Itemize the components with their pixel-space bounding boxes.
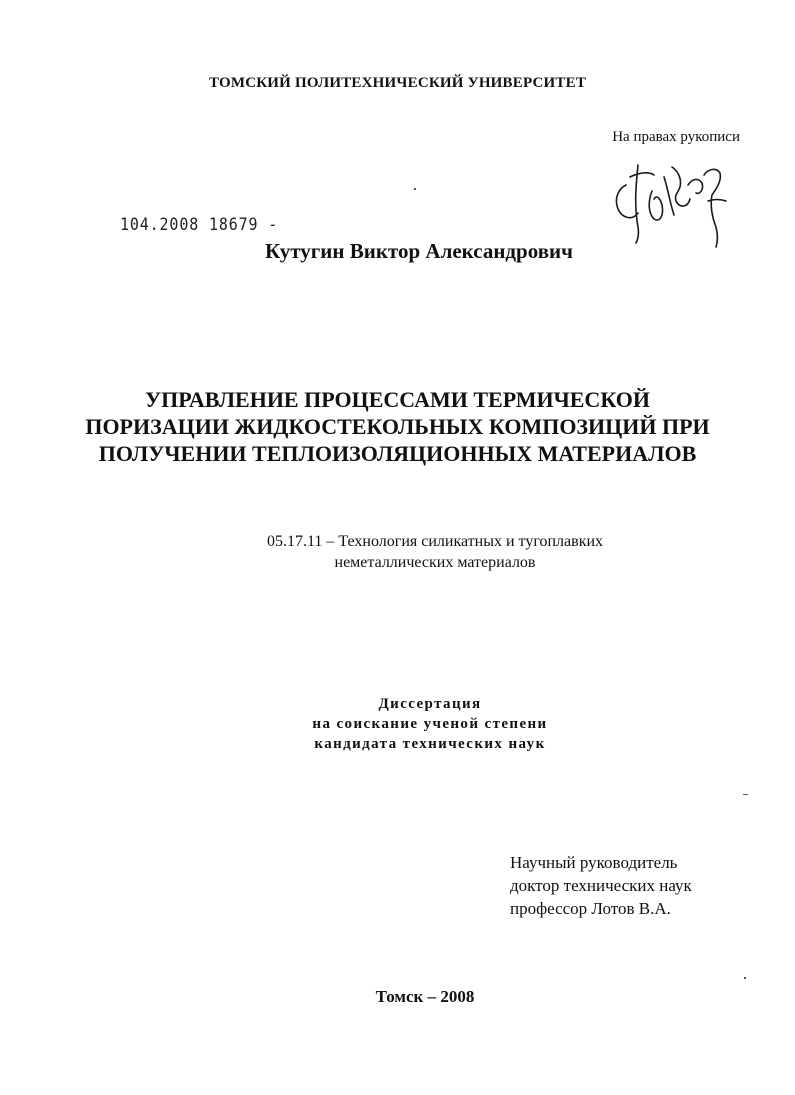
- scientific-supervisor: [510, 851, 692, 920]
- specialty-line: неметаллических материалов: [334, 554, 536, 571]
- supervisor-line: профессор Лотов В.А.: [510, 899, 671, 918]
- title-line: ПОРИЗАЦИИ ЖИДКОСТЕКОЛЬНЫХ КОМПОЗИЦИЙ ПРИ: [85, 414, 710, 439]
- handwritten-signature: [608, 155, 733, 250]
- supervisor-line: доктор технических наук: [510, 876, 692, 895]
- author-name: Кутугин Виктор Александрович: [265, 239, 573, 263]
- degree-statement: [0, 694, 795, 754]
- manuscript-rights-note: На правах рукописи: [612, 129, 740, 145]
- title-line: УПРАВЛЕНИЕ ПРОЦЕССАМИ ТЕРМИЧЕСКОЙ: [145, 387, 650, 412]
- degree-line: на соискание ученой степени: [312, 716, 548, 732]
- scan-speck: [743, 794, 748, 795]
- specialty-code: [210, 531, 660, 573]
- scan-speck: [414, 188, 416, 190]
- city-year: Томск – 2008: [375, 987, 475, 1006]
- degree-line: Диссертация: [378, 696, 482, 712]
- scan-speck: [744, 977, 746, 979]
- degree-line: кандидата технических наук: [314, 736, 546, 752]
- specialty-line: 05.17.11 – Технология силикатных и тугоплавких: [266, 533, 604, 550]
- library-stamp-number: 104.2008 18679 -: [120, 215, 279, 235]
- title-line: ПОЛУЧЕНИИ ТЕПЛОИЗОЛЯЦИОННЫХ МАТЕРИАЛОВ: [98, 441, 697, 466]
- university-name: ТОМСКИЙ ПОЛИТЕХНИЧЕСКИЙ УНИВЕРСИТЕТ: [208, 75, 587, 91]
- dissertation-title: [0, 386, 795, 467]
- supervisor-line: Научный руководитель: [510, 853, 678, 872]
